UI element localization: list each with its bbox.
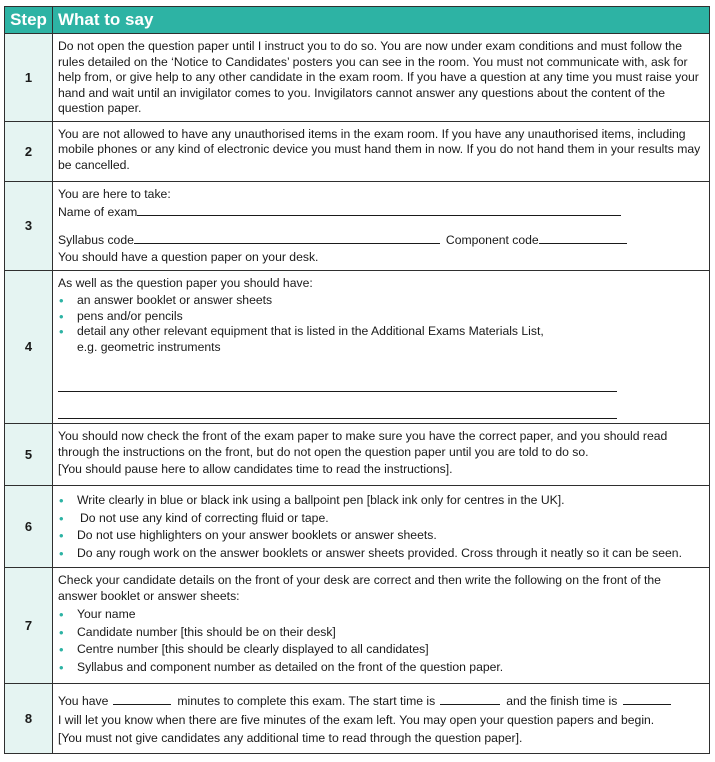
- syllabus-code-blank: [134, 232, 440, 244]
- step-number: 3: [5, 181, 53, 270]
- list-item: • pens and/or pencils: [58, 309, 703, 325]
- list-item: • Do not use highlighters on your answer booklets or answer sheets.: [58, 528, 703, 544]
- step-number: 1: [5, 34, 53, 122]
- step-intro: Check your candidate details on the front of your desk are correct and then write the following on the front of the answer booklet or answer sheets:: [58, 573, 661, 603]
- step-content: [53, 270, 710, 424]
- equipment-list: [58, 293, 703, 340]
- step-content: [53, 568, 710, 684]
- syllabus-code-label: Syllabus code: [58, 232, 134, 247]
- step-row-3: [5, 181, 710, 270]
- list-item-continuation: e.g. geometric instruments: [77, 339, 221, 354]
- list-item: • Candidate number [this should be on their desk]: [58, 625, 703, 641]
- step-content: [53, 424, 710, 486]
- step-content: [53, 486, 710, 568]
- step-note: [You should pause here to allow candidates time to read the instructions].: [58, 462, 453, 476]
- step-text: minutes to complete this exam. The start time is: [177, 694, 436, 708]
- step-row-2: [5, 121, 710, 181]
- start-time-blank: [440, 693, 500, 705]
- list-item: • Write clearly in blue or black ink using a ballpoint pen [black ink only for centres in the UK].: [58, 493, 703, 509]
- finish-time-blank: [623, 693, 671, 705]
- step-text: I will let you know when there are five minutes of the exam left. You may open your question papers and begin.: [58, 712, 655, 727]
- list-item: • detail any other relevant equipment that is listed in the Additional Exams Materials List,: [58, 324, 703, 340]
- what-to-say-column-header: What to say: [53, 7, 710, 34]
- minutes-blank: [113, 693, 171, 705]
- step-text: You are not allowed to have any unauthorised items in the exam room. If you have any unauthorised items, including mobile phones or any kind of electronic device you must hand them in now. If you do not hand them in your results may be cancelled.: [53, 121, 710, 181]
- step-number: 8: [5, 684, 53, 754]
- step-number: 5: [5, 424, 53, 486]
- table-header-row: [5, 7, 710, 34]
- exam-script-table: [4, 6, 710, 754]
- write-in-line: [58, 392, 617, 419]
- step-content: [53, 181, 710, 270]
- list-item: • Your name: [58, 607, 703, 623]
- step-intro: As well as the question paper you should have:: [58, 275, 313, 290]
- step-row-7: [5, 568, 710, 684]
- list-item: • Syllabus and component number as detailed on the front of the question paper.: [58, 660, 703, 676]
- component-code-blank: [539, 232, 627, 244]
- step-number: 6: [5, 486, 53, 568]
- step-row-5: [5, 424, 710, 486]
- step-note: [You must not give candidates any additional time to read through the question paper].: [58, 731, 523, 745]
- exam-name-label: Name of exam: [58, 205, 138, 219]
- list-item: • Do any rough work on the answer booklets or answer sheets provided. Cross through it neatly so it can be seen.: [58, 546, 703, 562]
- list-item: • Centre number [this should be clearly displayed to all candidates]: [58, 642, 703, 658]
- step-text: Do not open the question paper until I instruct you to do so. You are now under exam conditions and must follow the rules detailed on the ‘Notice to Candidates’ posters you can see in the room. You must not communicate with, ask for help from, or give help to any other candidate in the exam room. If you have a question at any time you must raise your hand and wait until an invigilator comes to you. Invigilators cannot answer any questions about the content of the question paper.: [53, 34, 710, 122]
- rules-list: [58, 493, 703, 561]
- write-in-line: [58, 355, 617, 392]
- step-column-header: Step: [5, 7, 53, 34]
- step-row-8: [5, 684, 710, 754]
- step-row-1: [5, 34, 710, 122]
- step-row-4: [5, 270, 710, 424]
- step-number: 7: [5, 568, 53, 684]
- details-list: [58, 607, 703, 675]
- list-item: • Do not use any kind of correcting fluid or tape.: [58, 511, 703, 527]
- list-item: • an answer booklet or answer sheets: [58, 293, 703, 309]
- step-row-6: [5, 486, 710, 568]
- step-text: You have: [58, 694, 109, 708]
- exam-name-blank: [137, 204, 621, 216]
- step-text: and the finish time is: [506, 694, 618, 708]
- step-number: 2: [5, 121, 53, 181]
- step-content: [53, 684, 710, 754]
- component-code-label: Component code: [445, 232, 539, 247]
- step-closing: You should have a question paper on your desk.: [58, 250, 319, 264]
- step-number: 4: [5, 270, 53, 424]
- step-intro: You are here to take:: [58, 186, 171, 201]
- step-text: You should now check the front of the exam paper to make sure you have the correct paper, and you should read through the instructions on the front, but do not open the question paper until you are told to do so.: [58, 429, 668, 459]
